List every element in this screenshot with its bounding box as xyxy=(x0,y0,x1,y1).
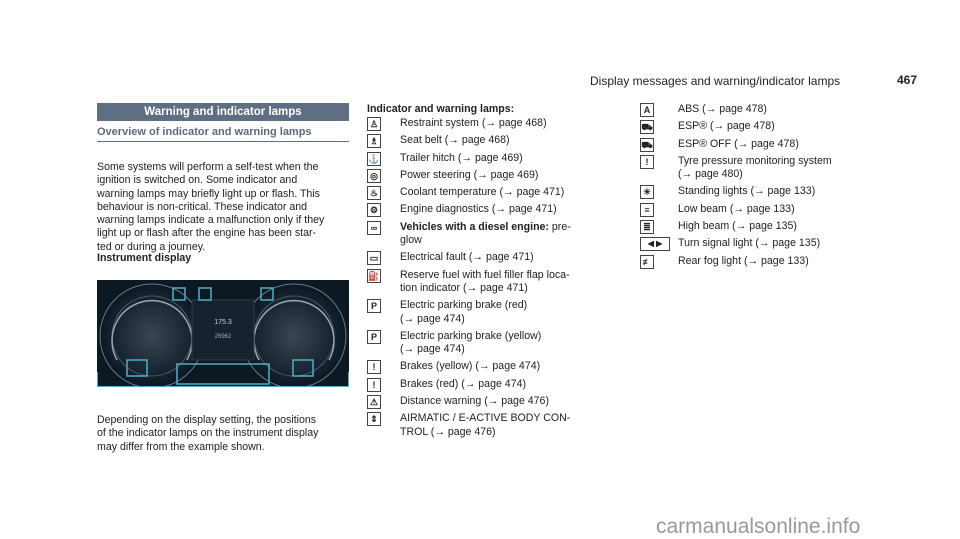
section-title-bar: Warning and indicator lamps xyxy=(97,103,349,121)
indicator-label-line: Brakes (red) (→ page 474) xyxy=(400,377,527,390)
indicator-label-line: tion indicator (→ page 471) xyxy=(400,281,528,294)
indicator-label-line: glow xyxy=(400,234,422,247)
indicator-row xyxy=(367,221,622,252)
instrument-cluster-illustration xyxy=(97,280,349,387)
indicator-heading: Indicator and warning lamps: xyxy=(367,103,515,115)
indicator-label xyxy=(400,169,538,182)
brakes-red-icon: ! xyxy=(367,378,381,392)
indicator-label-line: Brakes (yellow) (→ page 474) xyxy=(400,360,541,373)
indicator-label-line: TROL (→ page 476) xyxy=(400,425,496,438)
indicator-label-line: High beam (→ page 135) xyxy=(678,220,797,233)
intro-line: warning lamps indicate a malfunction only if they xyxy=(97,214,325,227)
intro-line: ted or during a journey. xyxy=(97,240,206,253)
outro-line: may differ from the example shown. xyxy=(97,440,265,453)
battery-icon: ▭ xyxy=(367,251,381,265)
indicator-label xyxy=(400,117,547,130)
rear-fog-light-icon: ≢ xyxy=(640,255,654,269)
section-subtitle: Overview of indicator and warning lamps xyxy=(97,126,312,138)
indicator-label-line: Rear fog light (→ page 133) xyxy=(678,254,809,267)
indicator-row xyxy=(367,299,622,330)
indicator-row xyxy=(640,155,880,186)
parking-brake-yellow-icon: P xyxy=(367,330,381,344)
indicator-label xyxy=(400,395,549,408)
indicator-list-col1 xyxy=(367,117,622,443)
turn-signal-icon: ◀ ▶ xyxy=(640,237,670,251)
odometer-text: 175.3 xyxy=(214,319,232,326)
indicator-label-line: Seat belt (→ page 468) xyxy=(400,134,510,147)
page-number: 467 xyxy=(897,73,918,87)
outro-line: Depending on the display setting, the positions xyxy=(97,414,317,426)
engine-diagnostics-icon: ⚙ xyxy=(367,203,381,217)
indicator-row xyxy=(367,203,622,220)
indicator-row xyxy=(367,395,622,412)
indicator-label-line: ESP® (→ page 478) xyxy=(678,120,775,133)
indicator-label-line xyxy=(400,221,571,234)
indicator-row xyxy=(640,103,880,120)
indicator-label xyxy=(678,103,767,116)
indicator-row xyxy=(367,186,622,203)
indicator-row xyxy=(640,255,880,272)
esp-off-icon: ⛟ xyxy=(641,139,653,150)
indicator-label xyxy=(400,299,527,326)
indicator-row xyxy=(367,117,622,134)
indicator-label-line: Engine diagnostics (→ page 471) xyxy=(400,203,557,216)
abs-icon: A xyxy=(640,103,654,117)
indicator-label-line: Tyre pressure monitoring system xyxy=(678,154,832,167)
distance-warning-icon: ⚠ xyxy=(367,395,381,409)
indicator-label-line: Turn signal light (→ page 135) xyxy=(678,237,821,250)
standing-lights-icon: ☀ xyxy=(640,185,654,199)
indicator-row xyxy=(640,120,880,137)
fuel-icon: ⛽ xyxy=(368,270,380,281)
indicator-label xyxy=(678,185,815,198)
indicator-label xyxy=(678,255,809,268)
indicator-label-line: Trailer hitch (→ page 469) xyxy=(400,151,523,164)
watermark: carmanualsonline.info xyxy=(656,515,861,538)
indicator-label-line: ESP® OFF (→ page 478) xyxy=(678,137,799,150)
indicator-label xyxy=(400,412,570,439)
indicator-label xyxy=(400,152,523,165)
diesel-glow-icon: ∞ xyxy=(367,221,381,235)
indicator-label xyxy=(400,269,570,296)
intro-paragraph xyxy=(97,161,352,254)
indicator-label xyxy=(678,138,799,151)
indicator-label xyxy=(400,134,510,147)
indicator-label-line: Electrical fault (→ page 471) xyxy=(400,251,534,264)
indicator-row xyxy=(367,378,622,395)
indicator-list-col2 xyxy=(640,103,880,272)
indicator-label xyxy=(678,120,775,133)
esp-icon: ⛟ xyxy=(641,122,653,133)
intro-line: ignition is switched on. Some indicator and xyxy=(97,174,298,187)
outro-paragraph xyxy=(97,414,352,454)
indicator-row xyxy=(640,203,880,220)
indicator-label xyxy=(400,330,541,357)
indicator-row xyxy=(367,169,622,186)
indicator-label-line: Reserve fuel with fuel filler flap loca- xyxy=(400,268,570,281)
indicator-label-line: ABS (→ page 478) xyxy=(678,103,767,115)
indicator-label-line: Electric parking brake (red) xyxy=(400,299,528,312)
indicator-row xyxy=(367,360,622,377)
indicator-label-line: Electric parking brake (yellow) xyxy=(400,329,542,342)
indicator-label xyxy=(400,360,540,373)
airbag-icon: ♙ xyxy=(367,117,381,131)
low-beam-icon: ≡ xyxy=(640,203,654,217)
page-header-title: Display messages and warning/indicator lamps xyxy=(590,74,841,88)
indicator-label-line: Restraint system (→ page 468) xyxy=(400,117,547,129)
indicator-label xyxy=(400,221,571,248)
intro-line: Some systems will perform a self-test when the xyxy=(97,161,319,173)
trip-text: 26962 xyxy=(214,334,232,340)
indicator-label xyxy=(678,237,820,250)
indicator-label xyxy=(400,378,526,391)
coolant-temperature-icon: ♨ xyxy=(367,186,381,200)
parking-brake-red-icon: P xyxy=(367,299,381,313)
outro-line: of the indicator lamps on the instrument display xyxy=(97,427,319,440)
instrument-display-heading: Instrument display xyxy=(97,252,192,264)
indicator-label-line: Power steering (→ page 469) xyxy=(400,168,539,181)
indicator-row xyxy=(640,185,880,202)
indicator-label-line: (→ page 474) xyxy=(400,343,465,356)
indicator-label-line: AIRMATIC / E-ACTIVE BODY CON- xyxy=(400,412,571,425)
indicator-label-bold: Vehicles with a diesel engine: xyxy=(400,220,549,233)
power-steering-icon: ◎ xyxy=(367,169,381,183)
indicator-row xyxy=(367,152,622,169)
indicator-label xyxy=(400,251,534,264)
indicator-label xyxy=(678,220,797,233)
intro-line: behaviour is non-critical. These indicator and xyxy=(97,200,308,213)
seat-belt-icon: ♗ xyxy=(367,134,381,148)
indicator-row xyxy=(367,134,622,151)
indicator-row xyxy=(367,251,622,268)
indicator-label xyxy=(400,203,557,216)
tyre-pressure-icon: ! xyxy=(640,155,654,169)
indicator-label xyxy=(678,203,795,216)
indicator-label xyxy=(678,155,832,182)
intro-line: light up or flash after the engine has been star- xyxy=(97,227,317,240)
brakes-yellow-icon: ! xyxy=(367,360,381,374)
indicator-label-line: Coolant temperature (→ page 471) xyxy=(400,186,565,199)
indicator-row xyxy=(640,220,880,237)
indicator-row xyxy=(367,269,622,300)
high-beam-icon: ≣ xyxy=(640,220,654,234)
airmatic-icon: ⇕ xyxy=(367,412,381,426)
subtitle-rule xyxy=(97,141,349,142)
intro-line: warning lamps may briefly light up or flash. This xyxy=(97,187,320,200)
indicator-label-line: Distance warning (→ page 476) xyxy=(400,395,549,408)
trailer-hitch-icon: ⚓ xyxy=(368,153,380,164)
indicator-label-line: (→ page 474) xyxy=(400,312,465,325)
indicator-label xyxy=(400,186,564,199)
indicator-row xyxy=(367,412,622,443)
indicator-label-line: Standing lights (→ page 133) xyxy=(678,185,816,198)
indicator-row xyxy=(367,330,622,361)
indicator-row xyxy=(640,237,880,254)
indicator-label-line: (→ page 480) xyxy=(678,168,743,181)
indicator-row xyxy=(640,138,880,155)
indicator-label-line: Low beam (→ page 133) xyxy=(678,202,795,215)
instrument-display-image xyxy=(97,280,349,387)
indicator-label-rest: pre- xyxy=(548,220,571,233)
